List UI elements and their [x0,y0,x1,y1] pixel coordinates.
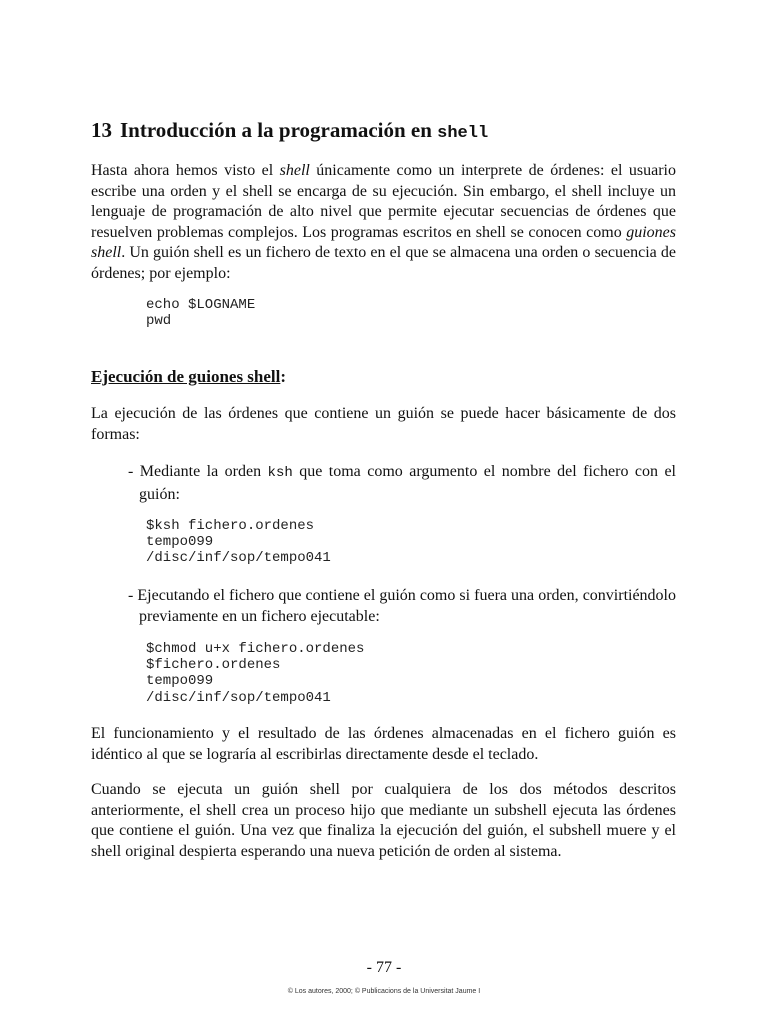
copyright-footer: © Los autores, 2000; © Publicacions de la Universitat Jaume I [287,988,481,995]
intro-emphasis-shell: shell [279,162,310,179]
page-number: - 77 - [366,959,402,976]
code-line: echo $LOGNAME [146,297,256,313]
code-example-1 [146,297,255,329]
section-heading [91,367,286,387]
code-line: pwd [146,313,172,330]
execution-paragraph: La ejecución de las órdenes que contiene un guión se puede hacer básicamente de dos formas: [91,405,676,443]
bullet-ksh-code: ksh [267,465,293,481]
intro-emphasis-guiones: guiones shell [91,223,676,262]
bullet-ksh [128,461,676,505]
result-paragraph: El funcionamiento y el resultado de las órdenes almacenadas en el fichero guión es idéntico al que se lograría al escribirlas directamente desde el teclado. [91,725,676,763]
intro-text-1: Hasta ahora hemos visto el [91,162,280,179]
code-line: $ksh fichero.ordenes [146,518,315,534]
chapter-heading [91,118,488,143]
bullet-ksh-text-1: - Mediante la orden [128,463,268,480]
code-example-3 [146,641,364,706]
chapter-number: 13 [91,118,112,142]
chapter-title-code: shell [437,124,489,143]
section-title: Ejecución de guiones shell [91,367,281,386]
code-line: /disc/inf/sop/tempo041 [146,689,331,706]
code-line: $fichero.ordenes [146,657,281,674]
code-line: tempo099 [146,673,214,690]
intro-text-2: únicamente como un interprete de órdenes: el usuario escribe una orden y el shell se encarga de su ejecución. Sin embargo, el shell incluye un lenguaje de programación de alto nivel que permite ejecutar secuencias de órdenes que resuelven problemas complejos. Los programas escritos en shell se conocen como [91,162,676,241]
bullet-executable [128,585,676,627]
code-line: $chmod u+x fichero.ordenes [146,641,365,657]
chapter-title: Introducción a la programación en [120,118,438,142]
code-line: /disc/inf/sop/tempo041 [146,550,331,567]
bullet-executable-text: - Ejecutando el fichero que contiene el guión como si fuera una orden, convirtiéndolo previamente en un fichero ejecutable: [128,587,676,625]
intro-paragraph [91,161,676,285]
subshell-paragraph: Cuando se ejecuta un guión shell por cualquiera de los dos métodos descritos anteriormente, el shell crea un proceso hijo que mediante un subshell ejecuta las órdenes que contiene el guión. Una vez que finaliza la ejecución del guión, el subshell muere y el shell original despierta esperando una nueva petición de orden al sistema. [91,781,676,860]
code-example-2 [146,518,331,567]
code-line: tempo099 [146,534,214,551]
section-colon: : [280,367,287,386]
intro-text-3: . Un guión shell es un fichero de texto en el que se almacena una orden o secuencia de órdenes; por ejemplo: [91,244,676,282]
bullet-ksh-text-2: que toma como argumento el nombre del fichero con el guión: [139,463,676,503]
